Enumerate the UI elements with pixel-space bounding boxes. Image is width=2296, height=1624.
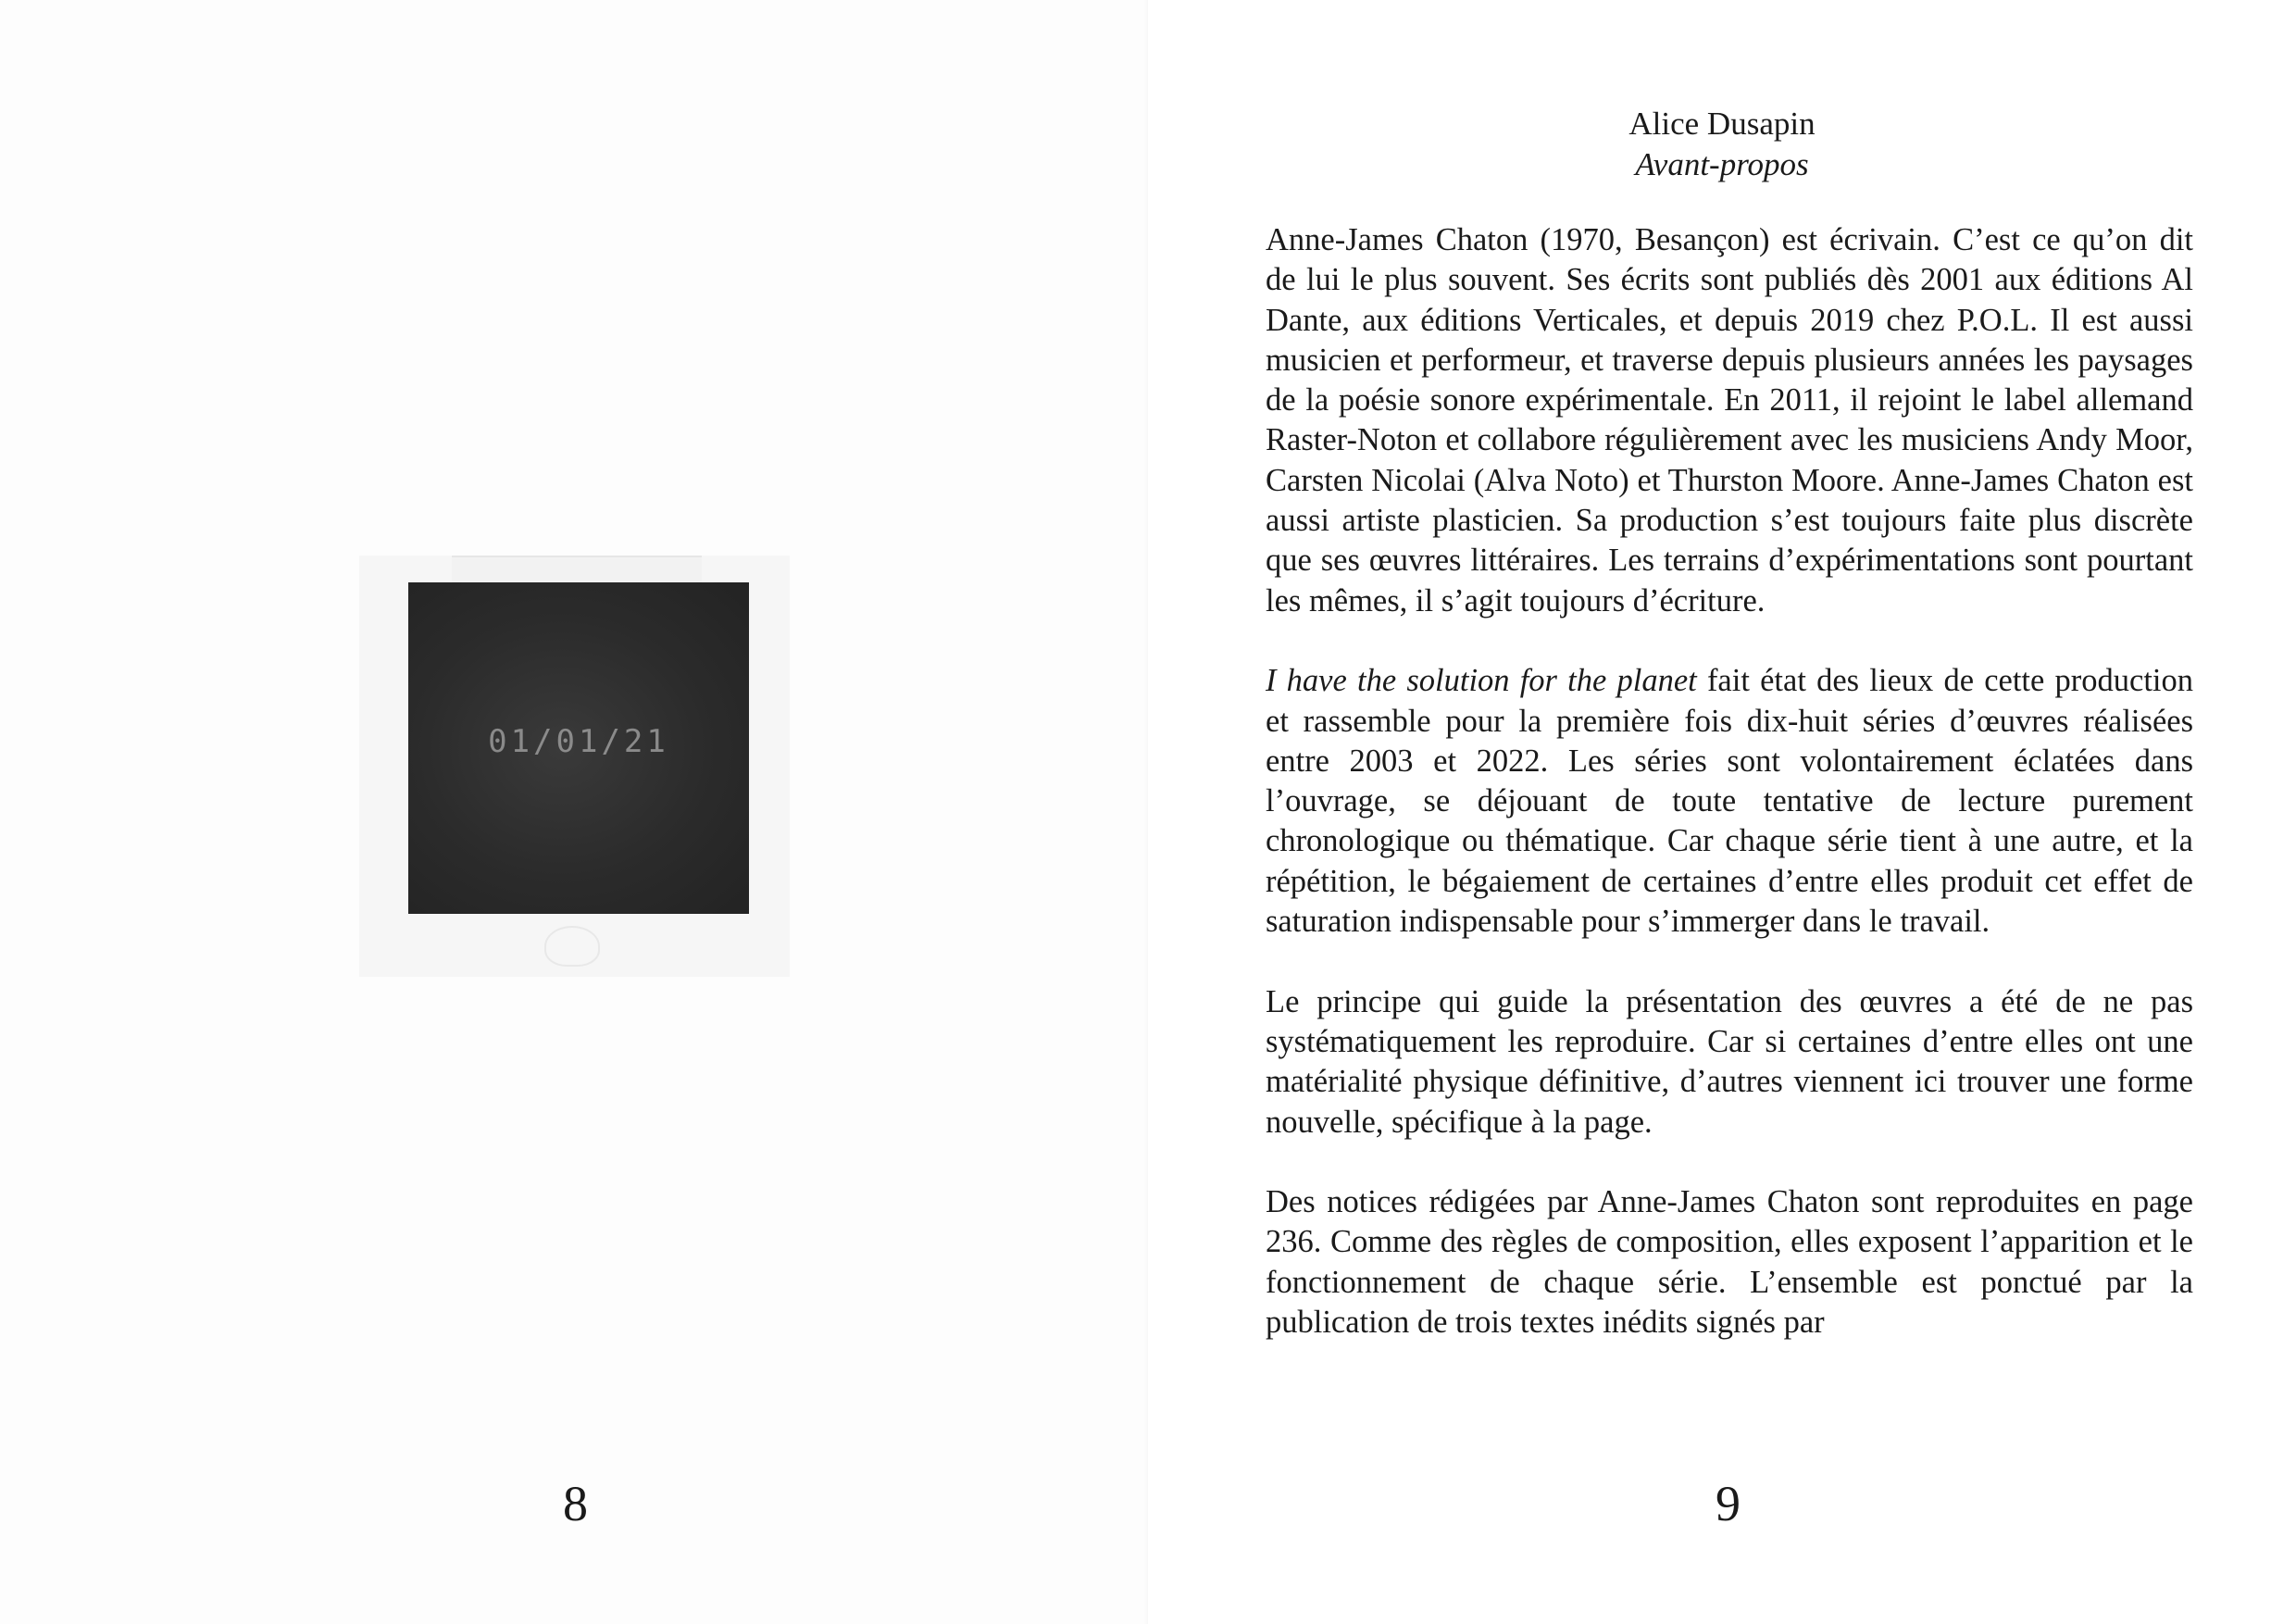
right-page bbox=[1148, 0, 2296, 1624]
paragraph-2-text: fait état des lieux de cette production et rassemble pour la première fois dix-huit séries d’œuvres réalisées entre 2003 et 2022. Les séries sont volontairement éclatées dans l’ouvrage, se déjouant de toute tentative de lecture purement chronologique ou thématique. Car chaque série tient à une autre, et la répétition, le bégaiement de certaines d’entre elles produit cet effet de saturation indispensable pour s’immerger dans le travail. bbox=[1266, 663, 2193, 940]
book-title-italic: I have the solution for the planet bbox=[1266, 663, 1697, 699]
photo-date-text: 01/01/21 bbox=[488, 723, 669, 760]
body-text bbox=[1266, 220, 2193, 1383]
dark-square-print bbox=[408, 582, 749, 914]
paragraph-4: Des notices rédigées par Anne-James Chaton sont reproduites en page 236. Comme des règles de composition, elles exposent l’apparition et le fonctionnement de chaque série. L’ensemble est ponctué par la publication de trois textes inédits signés par bbox=[1266, 1184, 2193, 1341]
author-name: Alice Dusapin bbox=[1628, 106, 1816, 142]
page-number-right: 9 bbox=[1716, 1476, 1741, 1531]
page-number-left: 8 bbox=[563, 1476, 588, 1531]
paragraph-2 bbox=[1266, 661, 2193, 942]
paragraph-1: Anne-James Chaton (1970, Besançon) est écrivain. C’est ce qu’on dit de lui le plus souvent. Ses écrits sont publiés dès 2001 aux éditions Al Dante, aux éditions Verticales, et depuis 2019 chez P.O.L. Il est aussi musicien et performeur, et traverse depuis plusieurs années les paysages de la poésie sonore expérimentale. En 2011, il rejoint le label allemand Raster-Noton et collabore régulièrement avec les musiciens Andy Moor, Carsten Nicolai (Alva Noto) et Thurston Moore. Anne-James Chaton est aussi artiste plasticien. Sa production s’est toujours faite plus discrète que ses œuvres littéraires. Les terrains d’expérimentations sont pourtant les mêmes, il s’agit toujours d’écriture. bbox=[1266, 222, 2193, 618]
artwork-photo bbox=[359, 556, 790, 977]
chapter-header bbox=[1148, 104, 2296, 185]
faint-stamp-mark bbox=[544, 926, 600, 967]
paragraph-3: Le principe qui guide la présentation des œuvres a été de ne pas systématiquement les reproduire. Car si certaines d’entre elles ont une matérialité physique définitive, d’autres viennent ici trouver une forme nouvelle, spécifique à la page. bbox=[1266, 983, 2193, 1140]
section-title: Avant-propos bbox=[1635, 146, 1809, 182]
